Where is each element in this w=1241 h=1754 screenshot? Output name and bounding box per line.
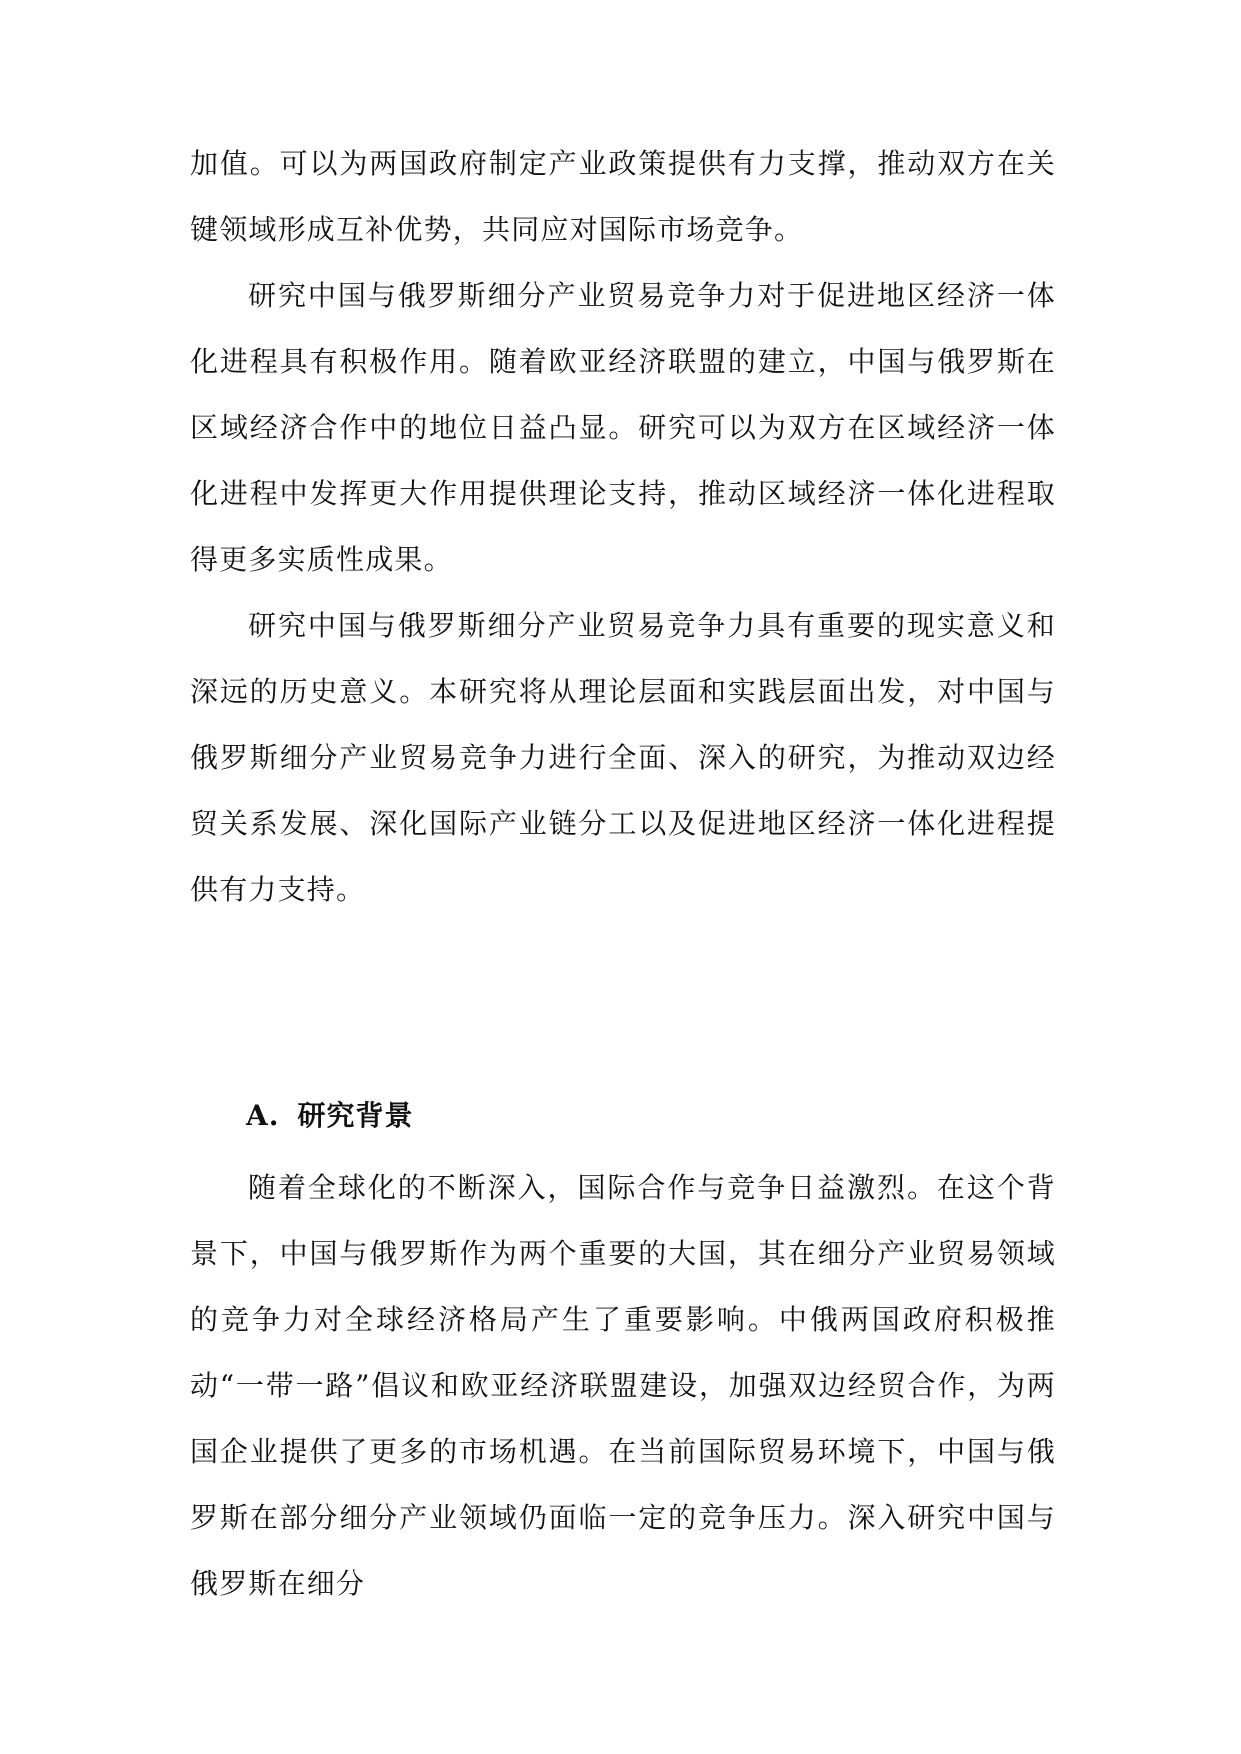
paragraph-1: 加值。可以为两国政府制定产业政策提供有力支撑，推动双方在关键领域形成互补优势，共同应对国际市场竞争。 xyxy=(190,147,1056,246)
section-heading-title: 研究背景 xyxy=(297,1099,414,1132)
section-heading xyxy=(246,1083,414,1149)
paragraph-3: 研究中国与俄罗斯细分产业贸易竞争力具有重要的现实意义和深远的历史意义。本研究将从理论层面和实践层面出发，对中国与俄罗斯细分产业贸易竞争力进行全面、深入的研究，为推动双边经贸关系发展、深化国际产业链分工以及促进地区经济一体化进程提供有力支持。 xyxy=(190,609,1056,906)
paragraph-2: 研究中国与俄罗斯细分产业贸易竞争力对于促进地区经济一体化进程具有积极作用。随着欧亚经济联盟的建立，中国与俄罗斯在区域经济合作中的地位日益凸显。研究可以为双方在区域经济一体化进程中发挥更大作用提供理论支持，推动区域经济一体化进程取得更多实质性成果。 xyxy=(190,279,1056,576)
body-text-upper xyxy=(190,131,1056,923)
section-heading-marker: A. xyxy=(246,1099,280,1132)
body-text-lower xyxy=(190,1155,1056,1617)
paragraph-4: 随着全球化的不断深入，国际合作与竞争日益激烈。在这个背景下，中国与俄罗斯作为两个重要的大国，其在细分产业贸易领域的竞争力对全球经济格局产生了重要影响。中俄两国政府积极推动“一带一路”倡议和欧亚经济联盟建设，加强双边经贸合作，为两国企业提供了更多的市场机遇。在当前国际贸易环境下，中国与俄罗斯在部分细分产业领域仍面临一定的竞争压力。深入研究中国与俄罗斯在细分 xyxy=(190,1171,1056,1600)
